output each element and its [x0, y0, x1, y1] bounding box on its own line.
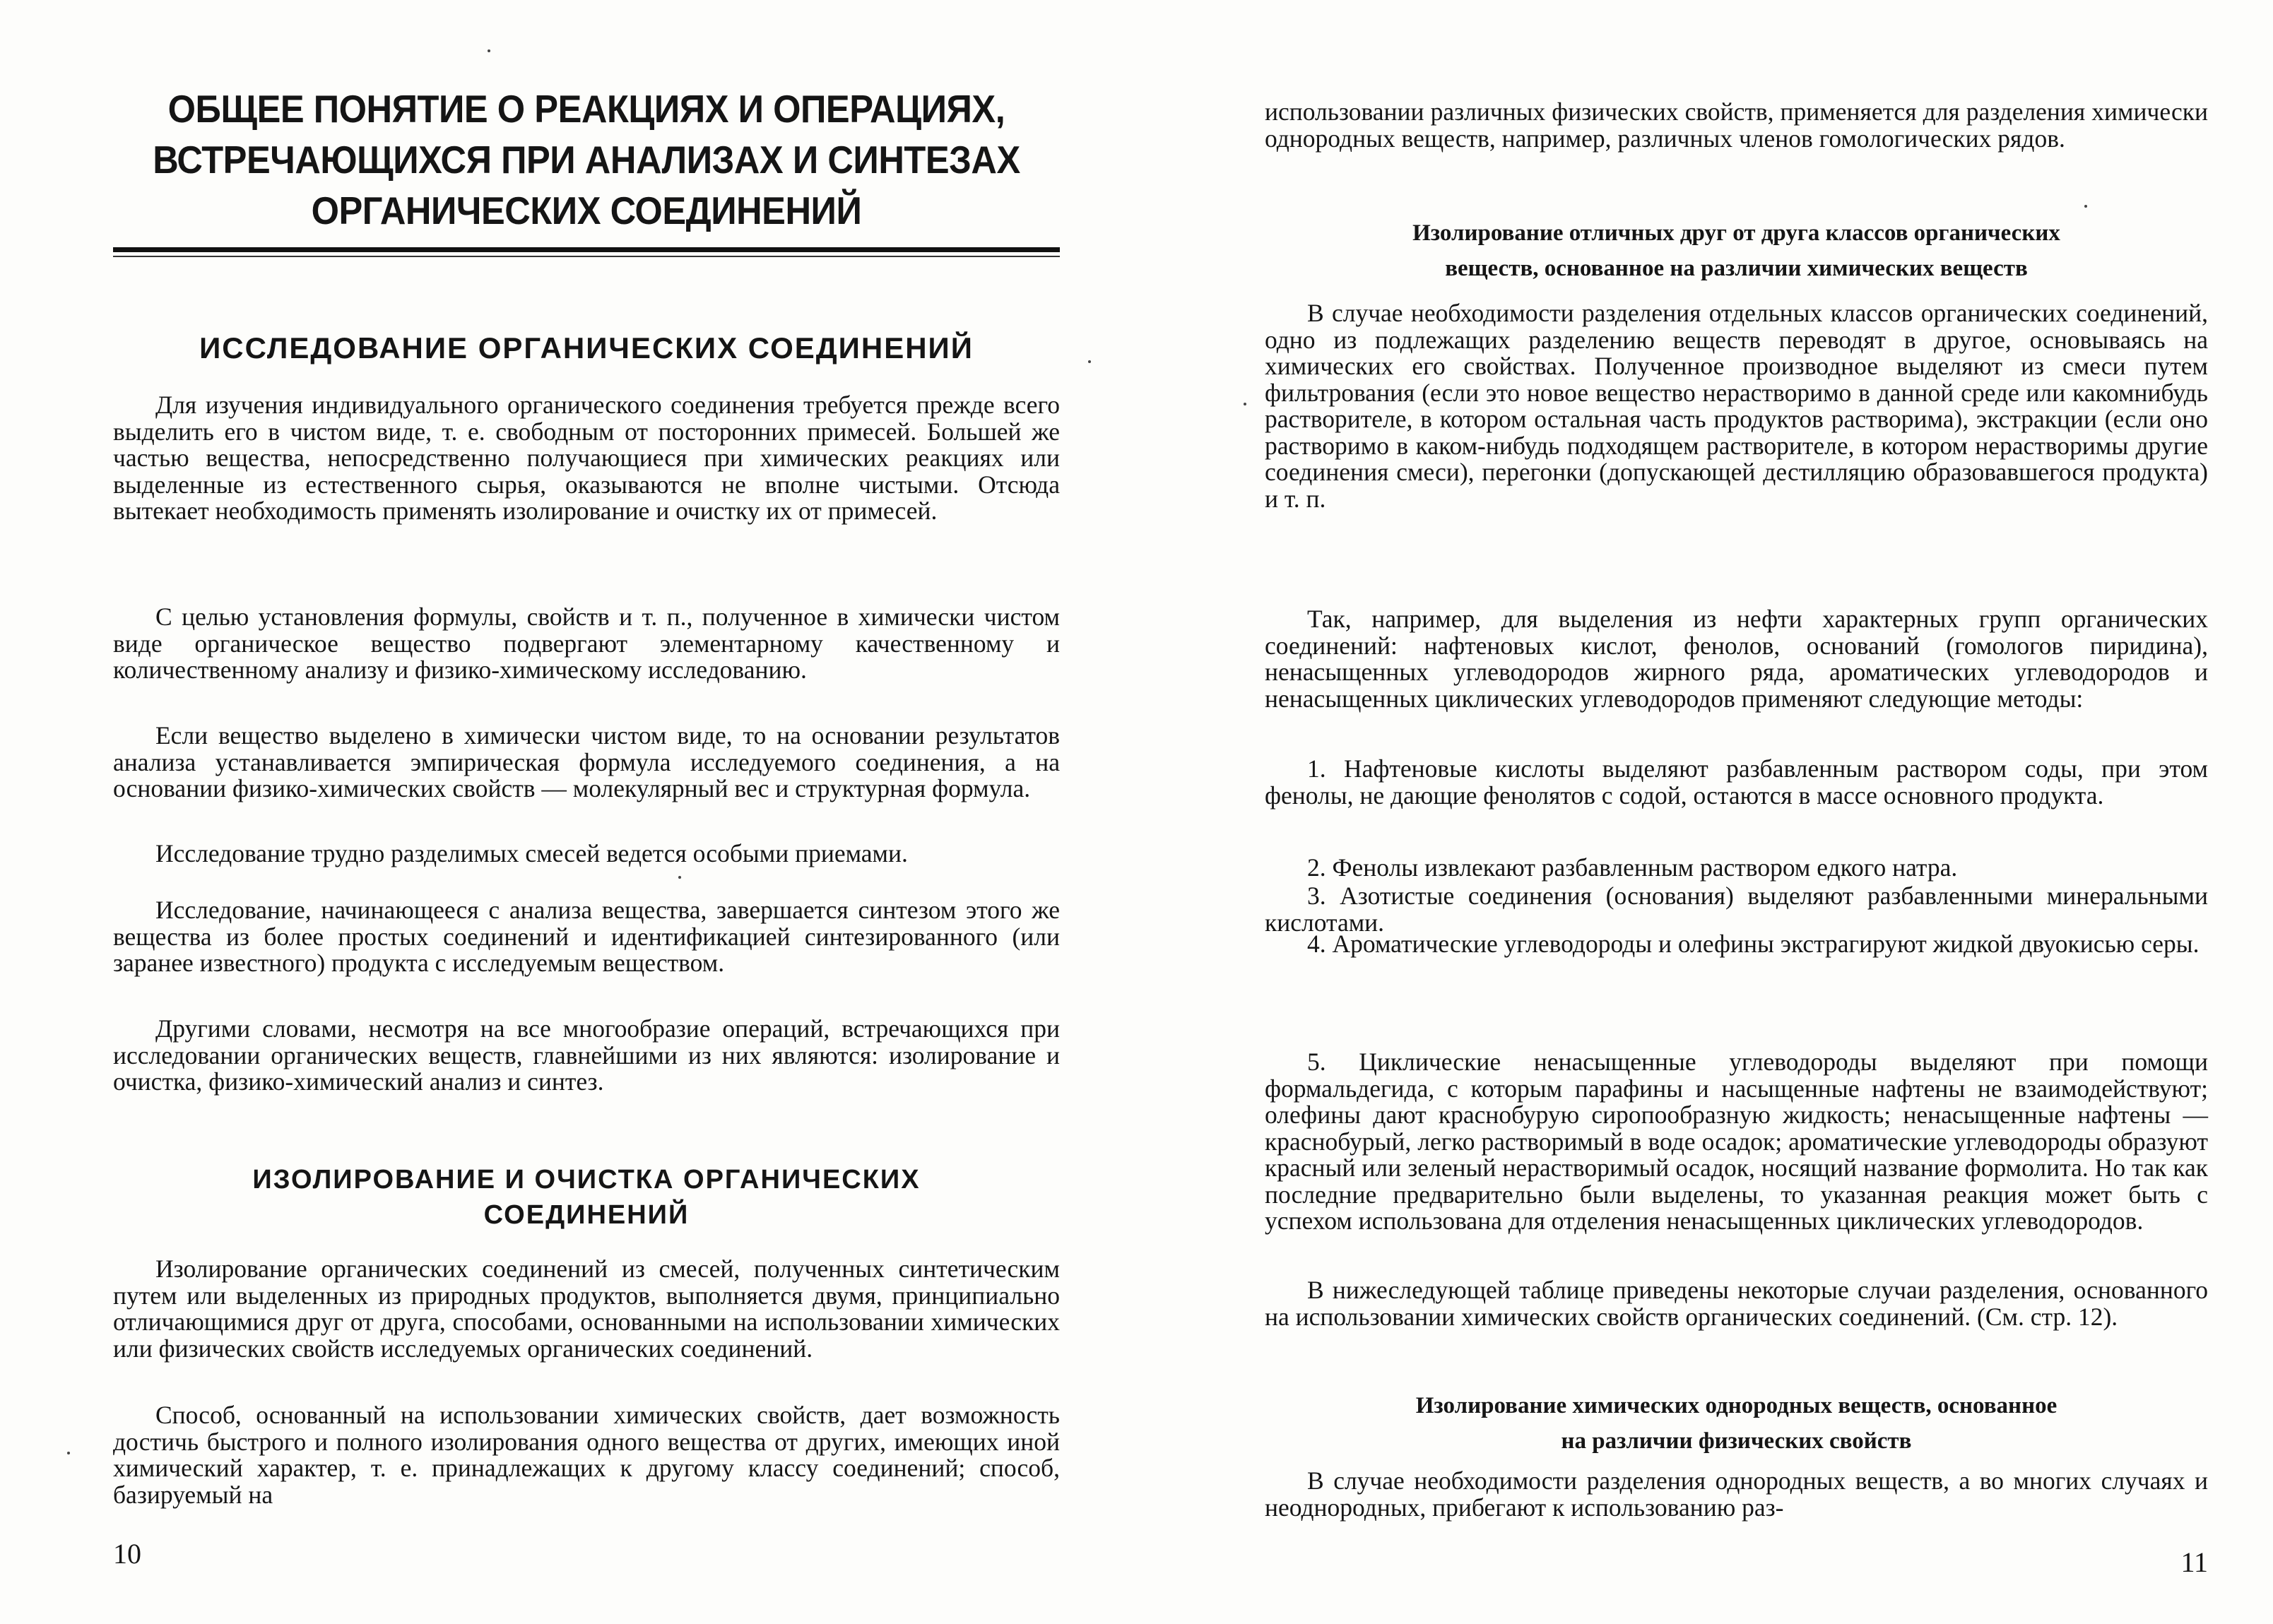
title-divider-thin [113, 256, 1060, 257]
scan-speck [1244, 403, 1246, 405]
paragraph: Изолирование органических соединений из смесей, полученных синтетическим путем или выделенных из природных продуктов, выполняется двумя, принципиально отличающимися друг от друга, способами, основанными на использовании химических или физических свойств исследуемых органических соединений. [113, 1255, 1060, 1363]
list-item: 2. Фенолы извлекают разбавленным раствором едкого натра. [1307, 853, 1958, 882]
subheading-line: Изолирование химических однородных веществ, основанное [1415, 1393, 2057, 1418]
paragraph: Способ, основанный на использовании химических свойств, дает возможность достичь быстрого и полного изолирования одного вещества от других, имеющих иной химический характер, т. е. принадлежащих к другому классу соединений; способ, базируемый на [113, 1401, 1060, 1509]
scan-speck [678, 876, 681, 879]
subheading-chemical-isolation [1265, 215, 2208, 286]
page-number-left: 10 [113, 1538, 141, 1570]
chapter-title-line: ВСТРЕЧАЮЩИХСЯ ПРИ АНАЛИЗАХ И СИНТЕЗАХ [153, 138, 1020, 182]
section-heading-line: СОЕДИНЕНИЙ [483, 1200, 690, 1230]
list-item: 1. Нафтеновые кислоты выделяют разбавленным раствором соды, при этом фенолы, не дающие фенолятов с содой, остаются в массе основного продукта. [1265, 754, 2208, 810]
list-item: 5. Циклические ненасыщенные углеводороды выделяют при помощи формальдегида, с которым парафины и насыщенные нафтены не взаимодействуют; олефины дают краснобурую сиропообразную жидкость; ненасыщенные нафтены — краснобурый, легко растворимый в воде осадок; ароматические углеводороды образуют красный или зеленый нерастворимый осадок, носящий название формолита. Но так как последние предварительно были выделены, то указанная реакция может быть с успехом использована для отделения ненасыщенных циклических углеводородов. [1265, 1048, 2208, 1235]
paragraph: В случае необходимости разделения отдельных классов органических соединений, одно из подлежащих разделению веществ переводят в другое, основываясь на химических его свойствах. Полученное производное выделяют из смеси путем фильтрования (если это новое вещество нерастворимо в данной среде или какомнибудь растворителе, в котором остальная часть продуктов растворима), экстракции (если оно растворимо в каком-нибудь подходящем растворителе, в котором нерастворимы другие соединения смеси), перегонки (допускающей дестилляцию образовавшегося продукта) и т. п. [1265, 299, 2208, 513]
section-heading-isolation [113, 1162, 1060, 1233]
paragraph: Для изучения индивидуального органического соединения требуется прежде всего выделить его в чистом виде, т. е. свободным от посторонних примесей. Большей же частью вещества, непосредственно получающиеся при химических реакциях или выделенные из естественного сырья, оказываются не вполне чистыми. Отсюда вытекает необходимость применять изолирование и очистку их от примесей. [113, 391, 1060, 525]
paragraph: Исследование трудно разделимых смесей ведется особыми приемами. [155, 839, 908, 867]
paragraph: В случае необходимости разделения однородных веществ, а во многих случаях и неоднородных, прибегают к использованию раз- [1265, 1466, 2208, 1522]
page-number-right: 11 [2180, 1546, 2208, 1578]
scan-speck [2084, 205, 2087, 208]
paragraph: В нижеследующей таблице приведены некоторые случаи разделения, основанного на использовании химических свойств органических соединений. (См. стр. 12). [1265, 1276, 2208, 1331]
scan-speck [1088, 360, 1091, 363]
list-item: 4. Ароматические углеводороды и олефины экстрагируют жидкой двуокисью серы. [1307, 930, 2200, 958]
title-divider-thick [113, 247, 1060, 252]
paragraph: Если вещество выделено в химически чистом виде, то на основании результатов анализа устанавливается эмпирическая формула исследуемого соединения, а на основании физико-химических свойств — молекулярный вес и структурная формула. [113, 721, 1060, 802]
scan-speck [488, 49, 490, 52]
chapter-title [151, 83, 1022, 236]
list-item: 3. Азотистые соединения (основания) выделяют разбавленными минеральными кислотами. [1265, 882, 2208, 937]
section-heading-line: ИЗОЛИРОВАНИЕ И ОЧИСТКА ОРГАНИЧЕСКИХ [252, 1165, 921, 1195]
paragraph: Другими словами, несмотря на все многообразие операций, встречающихся при исследовании органических веществ, главнейшими из них являются: изолирование и очистка, физико-химический анализ и синтез. [113, 1014, 1060, 1096]
continuation-paragraph: использовании различных физических свойств, применяется для разделения химически однородных веществ, например, различных членов гомологических рядов. [1265, 97, 2208, 153]
paragraph: Так, например, для выделения из нефти характерных групп органических соединений: нафтеновых кислот, фенолов, оснований (гомологов пиридина), ненасыщенных углеводородов жирного ряда, ароматических углеводородов и ненасыщенных циклических углеводородов применяют следующие методы: [1265, 605, 2208, 713]
chapter-title-line: ОРГАНИЧЕСКИХ СОЕДИНЕНИЙ [311, 189, 862, 232]
scan-speck [67, 1452, 70, 1454]
paragraph: Исследование, начинающееся с анализа вещества, завершается синтезом этого же вещества из более простых соединений и идентификацией синтезированного (или заранее известного) продукта с исследуемым веществом. [113, 896, 1060, 977]
subheading-line: веществ, основанное на различии химических веществ [1445, 256, 2028, 281]
paragraph: С целью установления формулы, свойств и т. п., полученное в химически чистом виде органическое вещество подвергают элементарному качественному и количественному анализу и физико-химическому исследованию. [113, 603, 1060, 684]
subheading-line: Изолирование отличных друг от друга классов органических [1412, 220, 2060, 246]
subheading-physical-isolation [1265, 1388, 2208, 1459]
chapter-title-line: ОБЩЕЕ ПОНЯТИЕ О РЕАКЦИЯХ И ОПЕРАЦИЯХ, [167, 87, 1005, 131]
section-heading-investigation: ИССЛЕДОВАНИЕ ОРГАНИЧЕСКИХ СОЕДИНЕНИЙ [199, 331, 974, 364]
subheading-line: на различии физических свойств [1561, 1428, 1912, 1454]
